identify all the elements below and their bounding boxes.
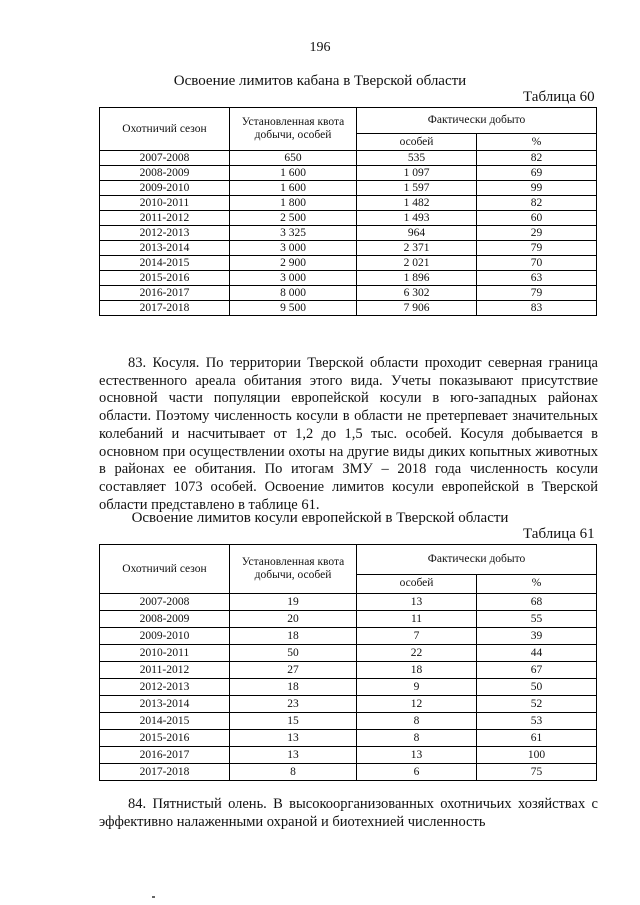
table-61-label: Таблица 61 xyxy=(523,526,595,542)
cell-quota: 8 000 xyxy=(230,286,357,301)
table-row xyxy=(100,151,597,166)
cell-actual-count: 1 896 xyxy=(357,271,477,286)
cell-season: 2007-2008 xyxy=(100,151,230,166)
cell-actual-percent: 70 xyxy=(477,256,597,271)
cell-actual-count: 2 021 xyxy=(357,256,477,271)
cell-season: 2015-2016 xyxy=(100,271,230,286)
cell-actual-percent: 82 xyxy=(477,151,597,166)
paragraph-84-text: Пятнистый олень. В высокоорганизованных охотничьих хозяйствах с эффективно налаженными охраной и биотехнией численность xyxy=(99,796,598,830)
table-60-title: Освоение лимитов кабана в Тверской области xyxy=(173,73,467,89)
cell-quota: 50 xyxy=(230,645,357,662)
cell-season: 2012-2013 xyxy=(100,679,230,696)
cell-quota: 13 xyxy=(230,730,357,747)
cell-actual-count: 1 493 xyxy=(357,211,477,226)
cell-season: 2011-2012 xyxy=(100,662,230,679)
page-number: 196 xyxy=(309,40,331,55)
table-row xyxy=(100,696,597,713)
table-row xyxy=(100,241,597,256)
cell-quota: 1 800 xyxy=(230,196,357,211)
cell-quota: 13 xyxy=(230,747,357,764)
cell-season: 2016-2017 xyxy=(100,747,230,764)
cell-season: 2016-2017 xyxy=(100,286,230,301)
table-61 xyxy=(99,544,597,781)
table-row xyxy=(100,271,597,286)
scan-mark xyxy=(152,896,155,898)
table-row xyxy=(100,611,597,628)
header-actual-percent: % xyxy=(477,574,597,593)
table-row xyxy=(100,645,597,662)
table-row xyxy=(100,226,597,241)
cell-actual-percent: 63 xyxy=(477,271,597,286)
cell-season: 2015-2016 xyxy=(100,730,230,747)
cell-quota: 3 000 xyxy=(230,271,357,286)
cell-season: 2013-2014 xyxy=(100,241,230,256)
cell-quota: 2 900 xyxy=(230,256,357,271)
cell-quota: 1 600 xyxy=(230,181,357,196)
table-row xyxy=(100,166,597,181)
paragraph-83-text: Косуля. По территории Тверской области проходит северная граница естественного ареала обитания этого вида. Учеты показывают присутствие основной части популяции европейской косули в юго-западных районах области. Поэтому численность косули в области не претерпевает значительных колебаний и насчитывает от 1,2 до 1,5 тыс. особей. Косуля добывается в основном при осуществлении охоты на другие виды диких копытных животных в районах ее обитания. По итогам ЗМУ – 2018 года численность косули составляет 1073 особей. Освоение лимитов косули европейской в Тверской области представлено в таблице 61. xyxy=(99,355,598,513)
cell-actual-percent: 52 xyxy=(477,696,597,713)
cell-quota: 8 xyxy=(230,764,357,781)
table-row xyxy=(100,256,597,271)
cell-actual-percent: 99 xyxy=(477,181,597,196)
table-row xyxy=(100,196,597,211)
cell-actual-count: 9 xyxy=(357,679,477,696)
table-row xyxy=(100,713,597,730)
table-row xyxy=(100,628,597,645)
cell-actual-percent: 50 xyxy=(477,679,597,696)
cell-season: 2014-2015 xyxy=(100,713,230,730)
cell-actual-percent: 29 xyxy=(477,226,597,241)
cell-actual-percent: 68 xyxy=(477,594,597,611)
header-season: Охотничий сезон xyxy=(100,545,230,594)
header-quota: Установленная квота добычи, особей xyxy=(230,545,357,594)
header-actual-count: особей xyxy=(357,574,477,593)
cell-actual-percent: 75 xyxy=(477,764,597,781)
cell-quota: 9 500 xyxy=(230,301,357,316)
cell-season: 2017-2018 xyxy=(100,764,230,781)
cell-quota: 3 325 xyxy=(230,226,357,241)
cell-quota: 15 xyxy=(230,713,357,730)
cell-season: 2008-2009 xyxy=(100,611,230,628)
cell-actual-count: 11 xyxy=(357,611,477,628)
cell-actual-percent: 67 xyxy=(477,662,597,679)
cell-season: 2010-2011 xyxy=(100,196,230,211)
cell-quota: 27 xyxy=(230,662,357,679)
table-row xyxy=(100,301,597,316)
cell-actual-count: 6 302 xyxy=(357,286,477,301)
cell-season: 2010-2011 xyxy=(100,645,230,662)
cell-quota: 2 500 xyxy=(230,211,357,226)
table-row xyxy=(100,594,597,611)
header-season: Охотничий сезон xyxy=(100,108,230,151)
cell-actual-count: 2 371 xyxy=(357,241,477,256)
paragraph-84-number: 84. xyxy=(128,796,147,812)
cell-actual-count: 18 xyxy=(357,662,477,679)
table-row xyxy=(100,764,597,781)
cell-actual-count: 8 xyxy=(357,730,477,747)
cell-actual-percent: 83 xyxy=(477,301,597,316)
cell-actual-count: 13 xyxy=(357,594,477,611)
cell-actual-count: 1 597 xyxy=(357,181,477,196)
cell-actual-percent: 60 xyxy=(477,211,597,226)
table-row xyxy=(100,679,597,696)
cell-actual-count: 1 097 xyxy=(357,166,477,181)
paragraph-83 xyxy=(99,355,598,514)
cell-season: 2011-2012 xyxy=(100,211,230,226)
cell-actual-percent: 44 xyxy=(477,645,597,662)
table-row xyxy=(100,662,597,679)
cell-quota: 3 000 xyxy=(230,241,357,256)
cell-actual-count: 22 xyxy=(357,645,477,662)
header-actual-count: особей xyxy=(357,134,477,151)
cell-season: 2013-2014 xyxy=(100,696,230,713)
cell-season: 2014-2015 xyxy=(100,256,230,271)
header-actual-percent: % xyxy=(477,134,597,151)
cell-actual-count: 7 906 xyxy=(357,301,477,316)
cell-actual-percent: 69 xyxy=(477,166,597,181)
cell-actual-percent: 79 xyxy=(477,241,597,256)
cell-actual-percent: 82 xyxy=(477,196,597,211)
cell-season: 2012-2013 xyxy=(100,226,230,241)
table-61-title: Освоение лимитов косули европейской в Тверской области xyxy=(131,510,509,526)
cell-season: 2007-2008 xyxy=(100,594,230,611)
header-actual: Фактически добыто xyxy=(357,108,597,134)
table-row xyxy=(100,730,597,747)
cell-quota: 23 xyxy=(230,696,357,713)
cell-actual-count: 8 xyxy=(357,713,477,730)
cell-season: 2009-2010 xyxy=(100,181,230,196)
cell-actual-percent: 39 xyxy=(477,628,597,645)
cell-actual-count: 7 xyxy=(357,628,477,645)
header-actual: Фактически добыто xyxy=(357,545,597,575)
cell-season: 2008-2009 xyxy=(100,166,230,181)
paragraph-84 xyxy=(99,796,598,831)
cell-actual-percent: 100 xyxy=(477,747,597,764)
cell-quota: 1 600 xyxy=(230,166,357,181)
cell-quota: 650 xyxy=(230,151,357,166)
cell-actual-percent: 79 xyxy=(477,286,597,301)
cell-actual-count: 1 482 xyxy=(357,196,477,211)
cell-quota: 18 xyxy=(230,628,357,645)
cell-season: 2009-2010 xyxy=(100,628,230,645)
cell-actual-count: 964 xyxy=(357,226,477,241)
table-row xyxy=(100,211,597,226)
cell-season: 2017-2018 xyxy=(100,301,230,316)
table-row xyxy=(100,747,597,764)
table-row xyxy=(100,286,597,301)
table-60-label: Таблица 60 xyxy=(523,89,595,105)
cell-quota: 19 xyxy=(230,594,357,611)
cell-actual-count: 6 xyxy=(357,764,477,781)
header-quota: Установленная квота добычи, особей xyxy=(230,108,357,151)
cell-actual-percent: 61 xyxy=(477,730,597,747)
cell-actual-count: 535 xyxy=(357,151,477,166)
cell-actual-count: 12 xyxy=(357,696,477,713)
paragraph-83-number: 83. xyxy=(128,355,147,371)
cell-actual-percent: 53 xyxy=(477,713,597,730)
cell-actual-count: 13 xyxy=(357,747,477,764)
cell-quota: 18 xyxy=(230,679,357,696)
table-row xyxy=(100,181,597,196)
cell-quota: 20 xyxy=(230,611,357,628)
cell-actual-percent: 55 xyxy=(477,611,597,628)
table-60 xyxy=(99,107,597,316)
